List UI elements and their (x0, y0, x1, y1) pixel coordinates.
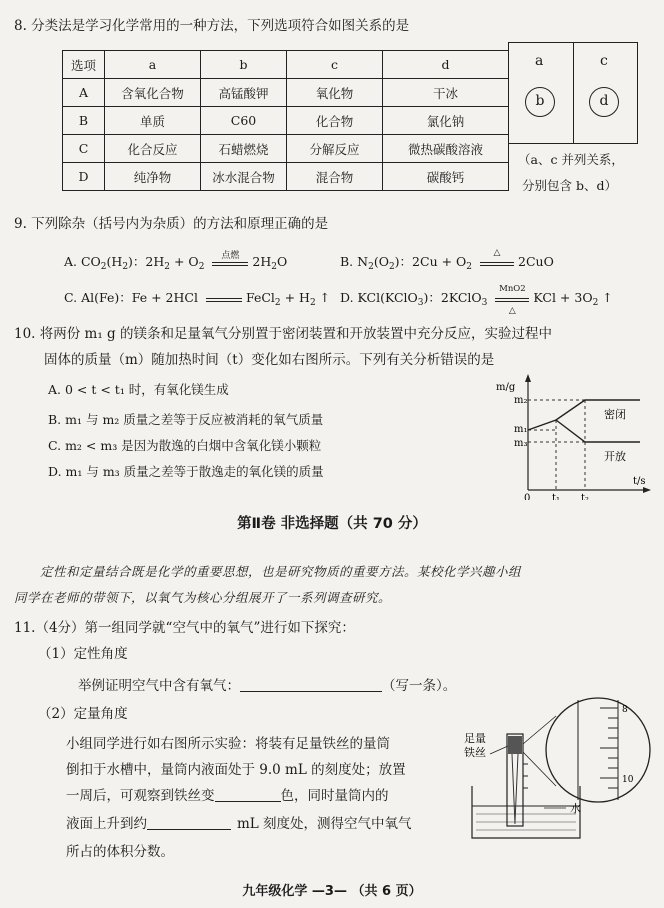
table-header-cell: a (105, 51, 201, 79)
t2-label: t₂ (581, 493, 590, 500)
reaction-condition (480, 248, 514, 266)
q11-apparatus-figure (460, 694, 658, 846)
reaction-condition (495, 284, 529, 316)
table-row (63, 79, 509, 107)
condition-label: △ (508, 306, 516, 316)
magnified-view (546, 698, 650, 802)
table-cell: D (63, 163, 105, 191)
q8-table (62, 50, 509, 191)
text: 2 (122, 262, 129, 272)
text: 液面上升到约 (66, 816, 147, 832)
table-cell: 微热碳酸溶液 (383, 135, 509, 163)
q9-option-b (340, 248, 554, 272)
table-header-cell: d (383, 51, 509, 79)
intro-line-2: 同学在老师的带领下，以氧气为核心分组展开了一系列调查研究。 (14, 590, 392, 605)
text: 2CuO (518, 254, 554, 269)
venn-divider (573, 43, 574, 143)
table-cell: C (63, 135, 105, 163)
text: )：2KClO (423, 290, 482, 305)
section-title: 第Ⅱ卷 非选择题（共 70 分） (237, 516, 427, 532)
venn-diagram (508, 42, 638, 144)
iron-wire-strand (515, 754, 518, 822)
q9-option-c (64, 288, 330, 308)
scale-label-10: 10 (622, 775, 634, 785)
q10-mass-time-graph (490, 370, 655, 500)
venn-label-c: c (600, 53, 608, 69)
q11-sub1-line (78, 674, 456, 694)
q11-text-3 (66, 784, 389, 804)
condition-label: △ (493, 248, 501, 258)
text: 2 (368, 262, 374, 272)
condition-label: MnO2 (499, 284, 526, 294)
table-header-row (63, 51, 509, 79)
reaction-condition (212, 251, 248, 266)
text: 2H (252, 254, 272, 269)
table-cell: C60 (201, 107, 287, 135)
reaction-condition (206, 296, 242, 302)
table-cell: 石蜡燃烧 (201, 135, 287, 163)
text: FeCl (245, 290, 275, 305)
text: 2 (198, 262, 205, 272)
text: ↑ (598, 290, 613, 305)
venn-circle-b: b (525, 87, 555, 117)
iron-label-2: 铁丝 (464, 746, 486, 759)
q11-text-1: 小组同学进行如右图所示实验：将装有足量铁丝的量筒 (66, 736, 390, 752)
magnify-connector (523, 716, 556, 744)
table-cell: 氧化物 (287, 79, 383, 107)
table-cell: 分解反应 (287, 135, 383, 163)
y-axis-label: m/g (496, 382, 516, 393)
table-cell: 含氧化合物 (105, 79, 201, 107)
q10-option-d: D. m₁ 与 m₃ 质量之差等于散逸走的氧化镁的质量 (48, 464, 324, 479)
text: D. KCl(KClO (340, 290, 418, 305)
scale-label-8: 8 (622, 705, 628, 715)
q10-stem-line1: 10. 将两份 m₁ g 的镁条和足量氧气分别置于密闭装置和开放装置中充分反应，实验过程中 (14, 326, 552, 342)
text: 2 (592, 298, 599, 308)
closed-label: 密闭 (604, 408, 626, 421)
text: 一周后，可观察到铁丝变 (66, 788, 215, 804)
table-row (63, 163, 509, 191)
m3-label: m₃ (514, 438, 528, 449)
q10-stem-line2: 固体的质量（m）随加热时间（t）变化如右图所示。下列有关分析错误的是 (44, 352, 495, 368)
q11-text-5: 所占的体积分数。 (66, 844, 174, 860)
text: 3 (417, 298, 424, 308)
q11-sub1-heading: （1）定性角度 (38, 646, 128, 662)
answer-blank[interactable] (147, 829, 231, 830)
table-cell: 干冰 (383, 79, 509, 107)
table-row (63, 135, 509, 163)
table-cell: 纯净物 (105, 163, 201, 191)
text: 2 (274, 298, 281, 308)
m1-label: m₁ (514, 424, 528, 435)
text: ↑ (315, 290, 331, 305)
table-row (63, 107, 509, 135)
table-cell: 冰水混合物 (201, 163, 287, 191)
equals-line (212, 262, 248, 266)
intro-line-1: 定性和定量结合既是化学的重要思想，也是研究物质的重要方法。某校化学兴趣小组 (40, 564, 522, 579)
table-cell: 混合物 (287, 163, 383, 191)
table-cell: 化合物 (287, 107, 383, 135)
q10-option-b: B. m₁ 与 m₂ 质量之差等于反应被消耗的氧气质量 (48, 412, 324, 427)
text: C. Al(Fe)：Fe + 2HCl (64, 290, 198, 305)
q11-text-4 (66, 812, 412, 832)
table-cell: B (63, 107, 105, 135)
iron-pointer (490, 746, 508, 754)
text: O (277, 254, 288, 269)
text: B. N (340, 254, 369, 269)
venn-note-2: 分别包含 b、d） (522, 178, 617, 193)
text: KCl + 3O (533, 290, 593, 305)
q11-text-2: 倒扣于水槽中，量筒内液面处于 9.0 mL 的刻度处；放置 (66, 762, 406, 778)
origin-label: 0 (524, 493, 531, 500)
answer-blank[interactable] (240, 691, 382, 692)
text: (O (373, 254, 389, 269)
x-axis-label: t/s (633, 476, 646, 487)
open-curve (556, 420, 640, 442)
q10-option-c: C. m₂ < m₃ 是因为散逸的白烟中含氧化镁小颗粒 (48, 438, 322, 453)
equals-line (495, 298, 529, 302)
text: + O (170, 254, 199, 269)
text: mL 刻度处，测得空气中氧气 (237, 816, 412, 832)
text: + H (280, 290, 310, 305)
answer-blank[interactable] (215, 801, 281, 802)
equals-line (480, 262, 514, 266)
condition-label: 点燃 (221, 251, 240, 261)
iron-wire (508, 736, 522, 754)
text: 2 (164, 262, 171, 272)
table-cell: 高锰酸钾 (201, 79, 287, 107)
text: 举例证明空气中含有氧气： (78, 678, 240, 694)
table-cell: A (63, 79, 105, 107)
text: 2 (271, 262, 277, 272)
equals-line (206, 298, 242, 302)
table-cell: 单质 (105, 107, 201, 135)
x-axis-arrow (643, 487, 651, 493)
table-cell: 化合反应 (105, 135, 201, 163)
text: 2 (466, 262, 473, 272)
y-axis-arrow (525, 374, 531, 382)
venn-circle-d: d (589, 87, 619, 117)
magnify-connector (523, 752, 556, 786)
q9-option-a (64, 252, 287, 272)
q10-option-a: A. 0 < t < t₁ 时，有氧化镁生成 (48, 382, 229, 397)
q8-stem: 8. 分类法是学习化学常用的一种方法，下列选项符合如图关系的是 (14, 18, 410, 34)
open-label: 开放 (604, 450, 626, 463)
text: A. CO (64, 254, 101, 269)
text: )：2Cu + O (394, 254, 467, 269)
table-cell: 氯化钠 (383, 107, 509, 135)
q9-option-d (340, 284, 613, 316)
table-header-cell: 选项 (63, 51, 105, 79)
text: 色，同时量筒内的 (280, 788, 389, 804)
iron-label-1: 足量 (464, 732, 486, 745)
venn-note-1: （a、c 并列关系， (518, 152, 624, 167)
page-footer: 九年级化学 —3— （共 6 页） (242, 884, 422, 899)
text: (H (106, 254, 123, 269)
m2-label: m₂ (514, 395, 528, 406)
text: )：2H (128, 254, 165, 269)
iron-wire-strand (512, 754, 515, 824)
table-header-cell: b (201, 51, 287, 79)
q9-stem: 9. 下列除杂（括号内为杂质）的方法和原理正确的是 (14, 216, 329, 232)
q11-stem: 11.（4分）第一组同学就“空气中的氧气”进行如下探究： (14, 620, 355, 636)
table-header-cell: c (287, 51, 383, 79)
text: 2 (388, 262, 395, 272)
text: 3 (481, 298, 488, 308)
text: 2 (309, 298, 316, 308)
q11-sub2-heading: （2）定量角度 (38, 706, 128, 722)
venn-label-a: a (535, 53, 544, 69)
water-label: 水 (570, 802, 581, 815)
text: 2 (100, 262, 107, 272)
t1-label: t₁ (552, 493, 561, 500)
table-cell: 碳酸钙 (383, 163, 509, 191)
text: （写一条）。 (382, 678, 457, 694)
